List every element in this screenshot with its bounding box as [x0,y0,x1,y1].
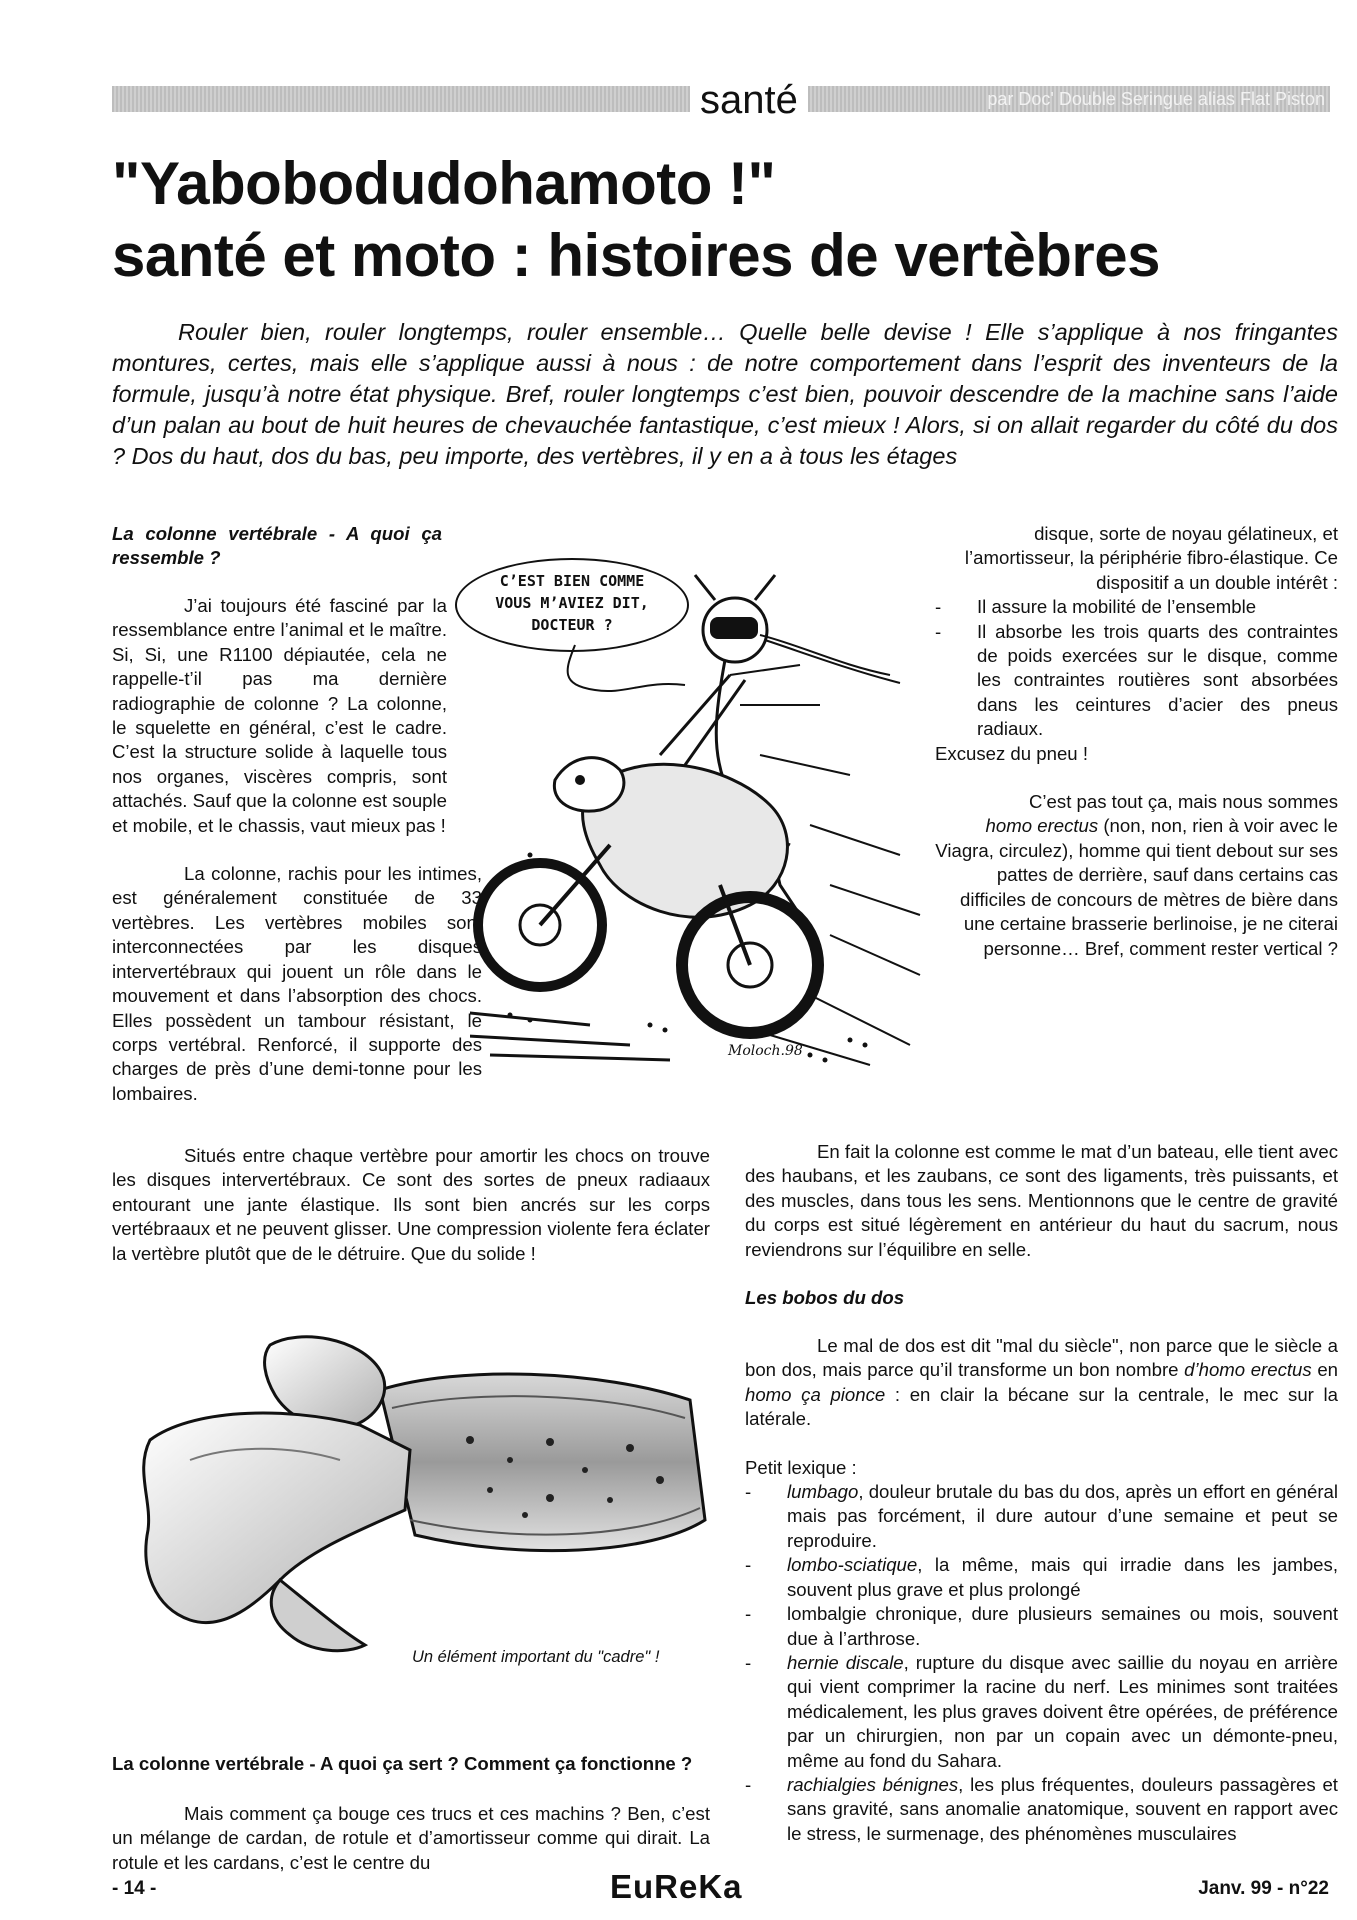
paragraph-disque-suite: disque, sorte de noyau gélatineux, et l’amortisseur, la périphérie fibro-élastique. Ce dispositif a un double intérêt : [964,523,1338,593]
article-title [112,148,1160,292]
lexique-term: rachialgies bénignes [787,1773,959,1795]
intro-paragraph: Rouler bien, rouler longtemps, rouler ensemble… Quelle belle devise ! Elle s’applique à nos fringantes montures, certes, mais elle s’applique aussi à nous : de notre comportement dans l’esprit des inventeurs de la formule, jusqu’à notre état physique. Bref, rouler longtemps c’est bien, pouvoir descendre de la machine sans l’aide d’un palan au bout de huit heures de chevauchée fantastique, c’est mieux ! Alors, si on allait regarder du côté du dos ? Dos du haut, dos du bas, peu importe, des vertèbres, il y en a à tous les étages [112,319,1338,469]
bubble-line-1: C’EST BIEN COMME [499,572,645,590]
lexique-def: lombalgie chronique, dure plusieurs semaines ou mois, souvent due à l’arthrose. [787,1603,1338,1649]
section-heading-fonctionne: La colonne vertébrale - A quoi ça sert ? Comment ça fonctionne ? [112,1753,693,1774]
paragraph-excusez: Excusez du pneu ! [935,742,1088,764]
paragraph-fascine: J’ai toujours été fasciné par la ressemblance entre l’animal et le maître. Si, Si, une R1100 dépiautée, cela ne rappelle-t’il pas ma dernière radiographie de colonne ? La colonne, le squelette en général, c’est le cadre. C’est la structure solide à laquelle tous nos organes, viscères compris, sont attachés. Sauf que la colonne est souple et mobile, et le chassis, vaut mieux pas ! [112,595,447,836]
homo-erectus-term: homo erectus [985,815,1099,837]
title-line-1: "Yabobodudohamoto !" [112,150,776,217]
mal-siecle-text-b: en [1311,1359,1338,1381]
interet-item: - Il absorbe les trois quarts des contraintes de poids exercées sur le disque, comme les contraintes routières sont absorbées dans les ceintures d’acier des pneus radiaux. [935,620,1338,742]
mal-siecle-text-c: : en clair la bécane sur la centrale, le mec sur la latérale. [745,1383,1338,1430]
right-column-lower [745,1140,1338,1846]
bubble-line-2: VOUS M’AVIEZ DIT, [495,594,649,612]
issue-info: Janv. 99 - n°22 [1198,1878,1329,1899]
paragraph-mat-bateau: En fait la colonne est comme le mat d’un bateau, elle tient avec des haubans, et les zaubans, ce sont des ligaments, très puissants, et des muscles, dans tous les sens. Mentionnons que le centre de gravité du corps est situé légèrement en antérieur du haut du sacrum, nous reviendrons sur l’équilibre en selle. [745,1141,1338,1260]
speech-bubble-tail [555,640,695,700]
lexique-item [745,1602,1338,1651]
right-column-upper [935,522,1338,985]
vertebra-drawing [130,1330,720,1660]
lexique-list [745,1480,1338,1846]
paragraph-comment-ca-bouge: Mais comment ça bouge ces trucs et ces machins ? Ben, c’est un mélange de cardan, de rotule et d’amortisseur comme qui dirait. La rotule et les cardans, c’est le centre du [112,1803,710,1873]
lexique-item [745,1773,1338,1846]
magazine-logo: EuReKa [610,1868,743,1905]
lexique-def: , douleur brutale du bas du dos, après un effort en général mais pas forcément, il dure autour d’une semaine et peut se reproduire. [787,1481,1338,1551]
lexique-title: Petit lexique : [745,1456,857,1478]
paragraph-mal-du-siecle [745,1334,1338,1432]
lexique-def: , les plus fréquentes, douleurs passagères et sans gravité, sans anomalie anatomique, souvent en rapport avec le stress, le surmenage, des phénomènes musculaires [787,1773,1338,1844]
mal-siecle-text-a: Le mal de dos est dit "mal du siècle", non parce que le siècle a bon dos, mais parce qu’il transforme un bon nombre [745,1335,1338,1381]
lexique-def: , la même, mais qui irradie dans les jambes, souvent plus grave et plus prolongé [787,1554,1338,1600]
paragraph-rachis: La colonne, rachis pour les intimes, est généralement constituée de 33 vertèbres. Les vertèbres mobiles sont interconnectées par les disques intervertébraux qui jouent un rôle dans le mouvement et dans l’absorption des chocs. Elles possèdent un tambour résistant, le corps vertébral. Renforcé, il supporte des charges de près d’une demi-tonne pour les lombaires. [112,863,482,1104]
lexique-term: lumbago [787,1481,859,1503]
section-label: santé [690,78,808,122]
lexique-item [745,1480,1338,1553]
section-heading-ressemble: La colonne vertébrale - A quoi ça ressemble ? [112,523,442,568]
paragraph-disques: Situés entre chaque vertèbre pour amortir les chocs on trouve les disques intervertébraux. Ce sont des sortes de pneux radiaaux entourant une jante élastique. Ils sont bien ancrés sur les corps vertébraaux et ne peuvent glisser. Une compression violente fera éclater la vertèbre plutôt que de le détruire. Que du solide ! [112,1145,710,1264]
page-number: - 14 - [112,1878,157,1899]
mal-siecle-term-b: homo ça pionce [745,1383,886,1405]
lexique-term: lombo-sciatique [787,1554,918,1576]
mal-siecle-term-a: d’homo erectus [1184,1359,1312,1381]
left-column-middle [112,1144,710,1290]
lexique-term: hernie discale [787,1651,904,1673]
bubble-line-3: DOCTEUR ? [531,616,613,634]
vertebra-illustration [130,1330,720,1660]
homo-erectus-text-b: (non, non, rien à voir avec le Viagra, circulez), homme qui tient debout sur ses pattes de derrière, sauf dans certains cas difficiles de concours de mètres de bière dans une certaine brasserie berlinoise, je ne citerai personne… Bref, comment rester vertical ? [935,815,1338,959]
byline: par Doc' Double Seringue alias Flat Piston [987,89,1325,109]
lexique-item [745,1651,1338,1773]
interet-list [935,595,1338,741]
lexique-def: , rupture du disque avec saillie du noyau en arrière qui vient comprimer la racine du nerf. Les minimes sont traitées médicalement, les plus graves doivent être opérées, de préférence par un chirurgien, non par un copain avec un démonte-pneu, même au fond du Sahara. [787,1651,1338,1771]
homo-erectus-text-a: C’est pas tout ça, mais nous sommes [1029,791,1338,813]
left-column-upper [112,522,507,1106]
paragraph-homo-erectus [935,790,1338,961]
title-line-2: santé et moto : histoires de vertèbres [112,222,1160,289]
section-heading-bobos: Les bobos du dos [745,1287,905,1309]
vertebra-caption: Un élément important du "cadre" ! [412,1648,660,1666]
lexique-item [745,1553,1338,1602]
cartoon-signature: Moloch.98 [728,1043,803,1059]
speech-bubble [455,558,689,652]
interet-item: - Il assure la mobilité de l’ensemble [935,595,1338,619]
